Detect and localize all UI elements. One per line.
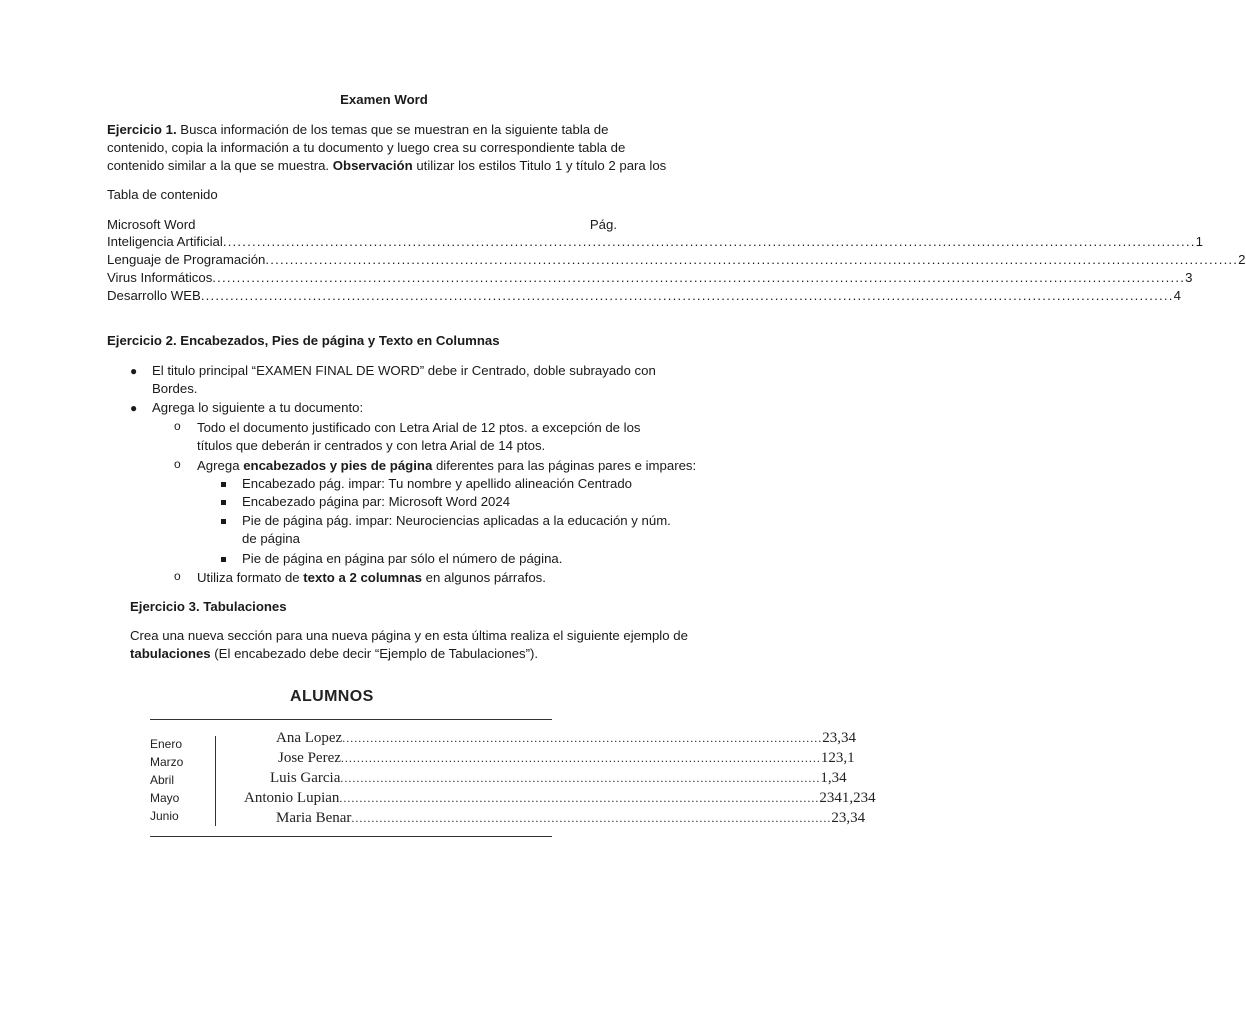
toc-page-label: Pág.: [589, 217, 617, 232]
document-title: Examen Word: [340, 92, 428, 107]
student-value: 1,34: [820, 770, 847, 786]
exercise-1-paragraph: [107, 121, 667, 175]
sub-1-line-1: Todo el documento justificado con Letra Arial de 12 ptos. a excepción de los: [197, 420, 641, 435]
exercise-3-bold: tabulaciones: [130, 646, 211, 661]
tab-leader-dots: ........................................................................................................................: [351, 811, 832, 825]
toc-entry-title: Lenguaje de Programación: [107, 252, 266, 267]
tab-example-title: ALUMNOS: [290, 688, 374, 705]
student-value: 123,1: [820, 750, 855, 766]
toc-entry-title: Desarrollo WEB: [107, 288, 201, 303]
square-item-3-line-1: Pie de página pág. impar: Neurociencias aplicadas a la educación y núm.: [242, 513, 671, 528]
month-label: Marzo: [150, 755, 184, 769]
toc-heading: Tabla de contenido: [107, 187, 218, 202]
tab-leader-dots: ........................................................................................................................: [342, 731, 823, 745]
observation-label: Observación: [332, 158, 413, 173]
tab-row: [276, 730, 856, 747]
toc-leader-dots: ........................................................................................................................................................................................................: [212, 270, 1186, 285]
month-label: Mayo: [150, 791, 180, 805]
circle-bullet-icon: o: [174, 569, 181, 583]
sub-3: [197, 569, 546, 587]
square-item-4: Pie de página en página par sólo el número de página.: [242, 551, 563, 566]
toc-entry: [107, 270, 1193, 287]
exercise-3-line-1: Crea una nueva sección para una nueva página y en esta última realiza el siguiente ejemplo de: [130, 628, 688, 643]
square-bullet-icon: [221, 482, 226, 487]
toc-entry-page: 2: [1238, 252, 1246, 267]
exercise-3-heading: Ejercicio 3. Tabulaciones: [130, 599, 287, 614]
top-rule: [150, 719, 552, 720]
exercise-3-post: (El encabezado debe decir “Ejemplo de Tabulaciones”).: [210, 646, 539, 661]
square-bullet-icon: [221, 519, 226, 524]
tab-leader-dots: ........................................................................................................................: [340, 771, 821, 785]
toc-leader-dots: ........................................................................................................................................................................................................: [265, 252, 1239, 267]
tabulation-example: [148, 686, 876, 842]
toc-entry-page: 1: [1195, 234, 1203, 249]
tab-row: [244, 790, 876, 807]
tab-row: [278, 750, 855, 767]
toc-entry-page: 3: [1185, 270, 1193, 285]
tab-leader-dots: ........................................................................................................................: [340, 751, 821, 765]
sub-2-pre: Agrega: [197, 458, 244, 473]
toc-entry: [107, 234, 1203, 251]
sub-3-bold: texto a 2 columnas: [303, 570, 423, 585]
exercise-1-text: Busca información de los temas que se muestran en la siguiente tabla de contenido, copia la información a tu documento y luego crea su correspondiente tabla de contenido similar a la que se muestra.: [107, 122, 626, 173]
exercise-3-line-2: [130, 645, 538, 663]
square-item-1: Encabezado pág. impar: Tu nombre y apellido alineación Centrado: [242, 476, 633, 491]
exercise-2-heading: Ejercicio 2. Encabezados, Pies de página y Texto en Columnas: [107, 333, 500, 348]
student-value: 23,34: [822, 730, 856, 746]
bullet-1-line-2: Bordes.: [152, 381, 198, 396]
sub-2-post: diferentes para las páginas pares e impares:: [432, 458, 697, 473]
toc-first-row: [107, 217, 617, 234]
toc-first-title: Microsoft Word: [107, 217, 196, 232]
bullet-2: Agrega lo siguiente a tu documento:: [152, 400, 364, 415]
toc-entry: [107, 288, 1181, 305]
student-name: Ana Lopez: [276, 730, 343, 746]
sub-1-line-2: títulos que deberán ir centrados y con letra Arial de 14 ptos.: [197, 438, 546, 453]
student-value: 23,34: [831, 810, 866, 826]
toc-leader-dots: ........................................................................................................................................................................................................: [200, 288, 1174, 303]
circle-bullet-icon: o: [174, 457, 181, 471]
student-name: Maria Benar: [276, 810, 352, 826]
toc-entry: [107, 252, 1246, 269]
toc-entry-page: 4: [1173, 288, 1181, 303]
sub-2: [197, 457, 696, 475]
month-label: Junio: [150, 809, 179, 823]
student-name: Luis Garcia: [270, 770, 341, 786]
month-label: Enero: [150, 737, 183, 751]
student-name: Jose Perez: [278, 750, 341, 766]
bottom-rule: [150, 836, 552, 837]
student-value: 2341,234: [819, 790, 876, 806]
tab-row: [276, 810, 866, 827]
exercise-1-label: Ejercicio 1.: [107, 122, 177, 137]
observation-text: utilizar los estilos Titulo 1 y título 2 para los: [412, 158, 667, 173]
toc-entry-title: Inteligencia Artificial: [107, 234, 223, 249]
toc-entry-title: Virus Informáticos: [107, 270, 213, 285]
toc-leader-dots: ........................................................................................................................................................................................................: [222, 234, 1196, 249]
tab-leader-dots: ........................................................................................................................: [339, 791, 820, 805]
sub-2-bold: encabezados y pies de página: [243, 458, 433, 473]
bullet-icon: ●: [130, 364, 138, 378]
square-bullet-icon: [221, 500, 226, 505]
sub-3-post: en algunos párrafos.: [422, 570, 546, 585]
square-item-3-line-2: de página: [242, 531, 300, 546]
square-item-2: Encabezado página par: Microsoft Word 2024: [242, 494, 511, 509]
bullet-1-line-1: El titulo principal “EXAMEN FINAL DE WORD” debe ir Centrado, doble subrayado con: [152, 363, 656, 378]
month-label: Abril: [150, 773, 175, 787]
square-bullet-icon: [221, 557, 226, 562]
bullet-icon: ●: [130, 401, 138, 415]
circle-bullet-icon: o: [174, 419, 181, 433]
vertical-rule: [215, 736, 216, 826]
sub-3-pre: Utiliza formato de: [197, 570, 304, 585]
student-name: Antonio Lupian: [244, 790, 340, 806]
tab-row: [270, 770, 847, 787]
